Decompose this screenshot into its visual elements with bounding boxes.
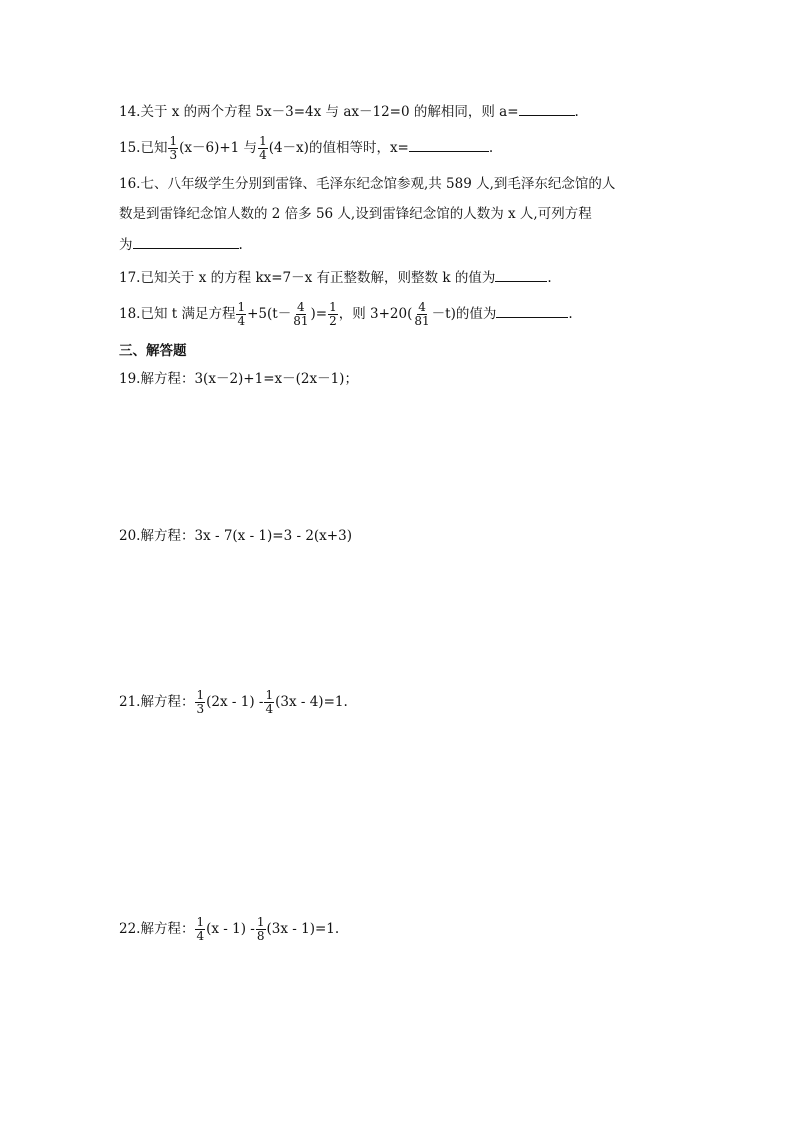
answer-blank-14[interactable] [519,101,575,116]
fraction-numerator: 1 [265,688,274,702]
question-22-mid: (x - 1) - [206,921,255,937]
fraction-denominator: 3 [196,702,205,716]
question-18-part-3: )= [310,306,328,322]
fraction-numerator: 1 [196,915,205,929]
question-15-mid: (x－6)+1 与 [179,140,258,156]
fraction-1-4 [258,135,268,162]
question-17-end: . [547,270,552,286]
question-15-suffix: (4－x)的值相等时，x= [268,140,409,156]
fraction-denominator: 2 [329,314,337,328]
question-20-text: 20.解方程：3x - 7(x - 1)=3 - 2(x+3) [119,528,352,544]
question-19 [119,369,358,389]
question-18-part-5: －t)的值为 [431,306,497,322]
question-21-mid: (2x - 1) - [206,694,264,710]
fraction-numerator: 1 [329,300,337,314]
fraction-denominator: 3 [169,148,178,162]
question-17-text: 17.已知关于 x 的方程 kx=7－x 有正整数解，则整数 k 的值为 [119,270,496,286]
fraction-1-3 [195,689,205,716]
fraction-1-8 [256,916,266,943]
question-18-prefix: 18.已知 t 满足方程 [119,306,236,322]
fraction-denominator: 8 [256,929,265,943]
fraction-numerator: 1 [256,915,265,929]
question-16-text-1: 16.七、八年级学生分别到雷锋、毛泽东纪念馆参观,共 589 人,到毛泽东纪念馆的人 [119,176,616,192]
fraction-numerator: 4 [297,300,305,314]
fraction-numerator: 1 [169,134,178,148]
question-21-suffix: (3x - 4)=1. [275,694,348,710]
fraction-denominator: 4 [259,148,267,162]
question-16-end: . [238,237,243,253]
question-16-line-2 [119,204,592,224]
fraction-1-2 [328,301,338,328]
question-16-text-2: 数是到雷锋纪念馆人数的 2 倍多 56 人,设到雷锋纪念馆的人数为 x 人,可列方程 [119,206,592,222]
question-15-prefix: 15.已知 [119,140,168,156]
question-15-end: . [488,140,494,156]
question-22-prefix: 22.解方程： [119,921,195,937]
question-14 [119,101,579,122]
fraction-4-81 [292,301,309,328]
answer-blank-18[interactable] [496,303,568,318]
question-14-end: . [574,104,579,120]
fraction-numerator: 1 [196,688,205,702]
question-18-part-4: ，则 3+20( [338,306,413,322]
question-18 [119,301,573,328]
question-21 [119,689,348,716]
section-heading [119,341,187,361]
question-14-text: 14.关于 x 的两个方程 5x－3=4x 与 ax－12=0 的解相同，则 a= [119,104,519,120]
question-16-text-3: 为 [119,237,133,253]
answer-blank-15[interactable] [409,137,489,152]
question-17 [119,267,552,288]
fraction-numerator: 1 [259,134,267,148]
question-21-prefix: 21.解方程： [119,694,195,710]
question-19-text: 19.解方程：3(x－2)+1=x－(2x－1)； [119,371,358,387]
question-18-part-2: +5(t－ [247,306,292,322]
fraction-denominator: 4 [265,702,274,716]
question-16-line-1 [119,174,615,194]
section-title: 三、解答题 [119,343,187,359]
question-22 [119,916,339,943]
fraction-1-4 [236,301,246,328]
fraction-numerator: 4 [418,300,426,314]
fraction-denominator: 4 [196,929,205,943]
fraction-1-4 [264,689,274,716]
fraction-1-4 [195,916,205,943]
fraction-denominator: 4 [237,314,246,328]
answer-blank-17[interactable] [495,267,547,282]
answer-blank-16[interactable] [133,234,239,249]
question-15 [119,135,493,162]
question-18-end: . [568,306,573,322]
fraction-numerator: 1 [237,300,246,314]
fraction-4-81 [413,301,430,328]
question-16-line-3 [119,234,243,255]
question-20 [119,526,352,546]
fraction-1-3 [168,135,178,162]
fraction-denominator: 81 [414,314,430,328]
fraction-denominator: 81 [293,314,309,328]
question-22-suffix: (3x - 1)=1. [266,921,340,937]
